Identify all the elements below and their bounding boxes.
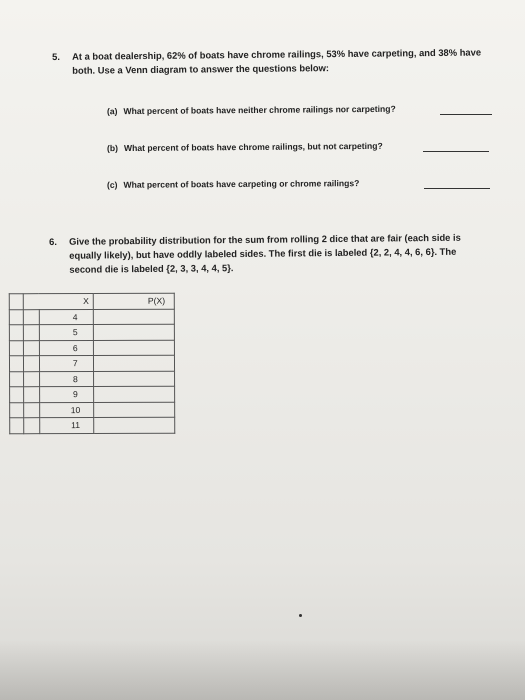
- problem-6-text: Give the probability distribution for the sum from rolling 2 dice that are fair (each side is equally likely), but have oddly labeled sides. The first die is labeled {2, 2, 4, 4, 6, 6}. The second die is labeled {2, 3, 3, 4, 4, 5}.: [69, 231, 461, 275]
- x-value: 4: [39, 309, 94, 325]
- px-cell[interactable]: [94, 371, 175, 387]
- question-5b-label: (b): [106, 143, 119, 154]
- x-value: 10: [39, 402, 94, 418]
- x-value: 11: [39, 417, 94, 433]
- answer-blank-5c[interactable]: [424, 188, 490, 189]
- px-cell[interactable]: [94, 340, 175, 356]
- table-row: [10, 371, 175, 387]
- problem-5-number: 5.: [52, 50, 60, 62]
- table-row: [9, 324, 174, 340]
- px-cell[interactable]: [93, 309, 174, 325]
- x-value: 7: [39, 355, 94, 371]
- px-cell[interactable]: [94, 386, 175, 402]
- probability-distribution-table: [9, 293, 175, 434]
- problem-5-text: At a boat dealership, 62% of boats have chrome railings, 53% have carpeting, and 38% have both. Use a Venn diagram to answer the questions below:: [72, 46, 482, 76]
- problem-6: [49, 230, 489, 275]
- question-5c: [107, 178, 359, 190]
- px-cell[interactable]: [94, 417, 175, 433]
- x-value: 8: [39, 371, 94, 387]
- question-5b-text: What percent of boats have chrome railings, but not carpeting?: [123, 140, 383, 154]
- answer-blank-5b[interactable]: [423, 151, 489, 152]
- x-value: 5: [39, 324, 94, 340]
- question-5c-label: (c): [106, 179, 118, 190]
- table-row: [9, 355, 174, 371]
- header-px: P(X): [93, 293, 174, 309]
- table-row: [9, 340, 174, 356]
- table-row: [10, 386, 175, 402]
- question-5a: [107, 104, 396, 117]
- x-value: 6: [39, 340, 94, 356]
- problem-5: [52, 45, 497, 76]
- question-5a-text: What percent of boats have neither chrome railings nor carpeting?: [123, 103, 396, 117]
- question-5c-text: What percent of boats have carpeting or chrome railings?: [123, 178, 360, 190]
- table-header-row: [9, 293, 174, 309]
- px-cell[interactable]: [94, 355, 175, 371]
- pen-mark: [299, 614, 302, 617]
- x-value: 9: [39, 386, 94, 402]
- px-cell[interactable]: [94, 402, 175, 418]
- header-x: X: [23, 293, 93, 309]
- question-5b: [107, 141, 383, 153]
- problem-6-number: 6.: [49, 235, 57, 247]
- table-row: [9, 309, 174, 325]
- table-spacer-cell: [9, 294, 23, 310]
- table-row: [10, 417, 175, 433]
- question-5a-label: (a): [106, 106, 118, 117]
- table-row: [10, 402, 175, 418]
- px-cell[interactable]: [93, 324, 174, 340]
- answer-blank-5a[interactable]: [440, 114, 492, 115]
